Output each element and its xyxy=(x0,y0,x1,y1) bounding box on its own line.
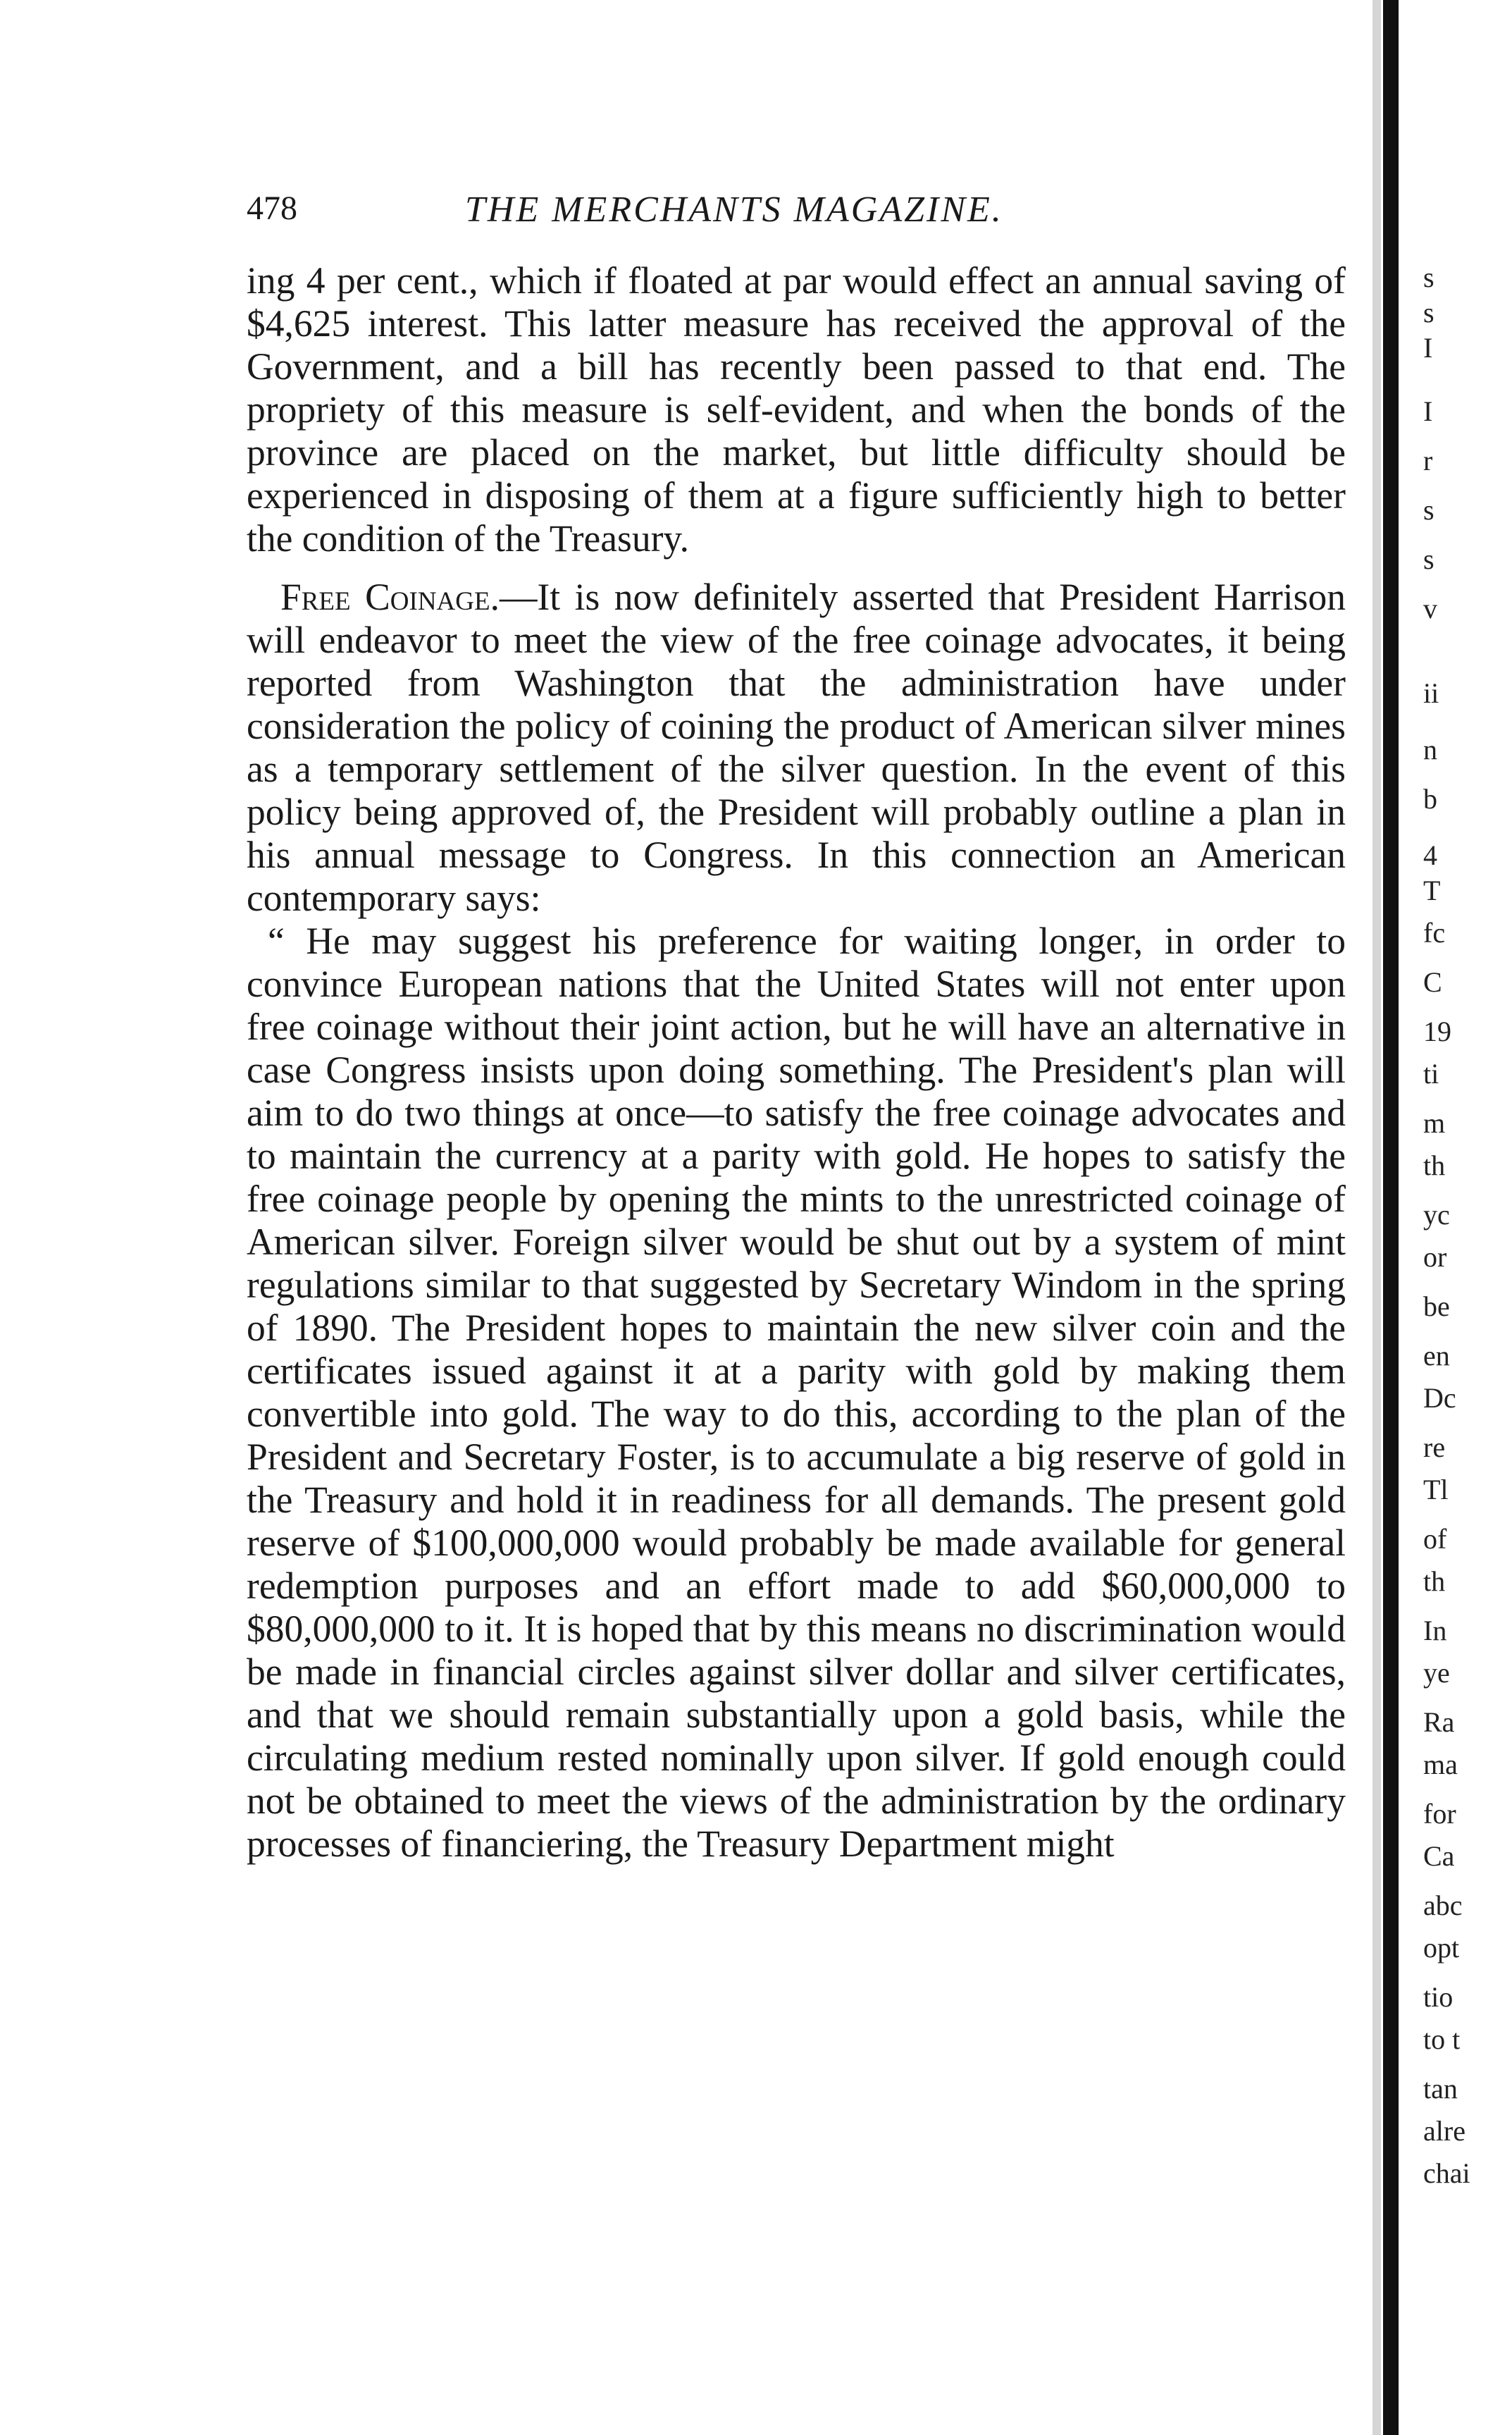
margin-fragment: ye xyxy=(1423,1657,1450,1689)
margin-fragment: 4 xyxy=(1423,839,1437,871)
margin-fragment: C xyxy=(1423,966,1442,998)
margin-fragment: to t xyxy=(1423,2023,1461,2055)
margin-fragment: yc xyxy=(1423,1199,1450,1231)
margin-fragment: alre xyxy=(1423,2115,1465,2147)
margin-fragment: Ca xyxy=(1423,1840,1455,1872)
margin-fragment: Dc xyxy=(1423,1382,1456,1414)
margin-fragment: opt xyxy=(1423,1932,1460,1964)
margin-fragment: th xyxy=(1423,1149,1446,1181)
margin-fragment: ti xyxy=(1423,1058,1439,1090)
adjacent-page-column xyxy=(1416,0,1512,2435)
paragraph-continuation: ing 4 per cent., which if floated at par would effect an annual saving of $4,625 interest. This latter measure has received the approval of the Government, and a bill has recently been passed to that end. The propriety of this measure is self-evident, and when the bonds of the province are placed on the market, but little difficulty should be experienced in disposing of them at a figure sufficiently high to better the condition of the Treasury. xyxy=(247,259,1346,560)
margin-fragment: s xyxy=(1423,261,1434,293)
margin-fragment: ma xyxy=(1423,1749,1458,1780)
margin-fragment: s xyxy=(1423,494,1434,526)
margin-fragment: en xyxy=(1423,1340,1450,1371)
margin-fragment: fc xyxy=(1423,917,1446,949)
margin-fragment: I xyxy=(1423,395,1433,427)
margin-fragment: re xyxy=(1423,1431,1446,1463)
margin-fragment: ii xyxy=(1423,677,1439,709)
margin-fragment: T xyxy=(1423,875,1441,906)
margin-fragment: of xyxy=(1423,1523,1447,1555)
margin-fragment: tio xyxy=(1423,1981,1454,2013)
margin-fragment: r xyxy=(1423,445,1433,476)
margin-fragment: m xyxy=(1423,1107,1446,1139)
margin-fragment: Tl xyxy=(1423,1474,1449,1505)
margin-fragment: chai xyxy=(1423,2157,1470,2189)
margin-fragment: th xyxy=(1423,1565,1446,1597)
running-head: THE MERCHANTS MAGAZINE. xyxy=(465,190,1003,230)
paragraph-text: —It is now definitely asserted that President Harrison will endeavor to meet the view of the free coinage advocates, it being reported from Washington that the administration have under consideration the policy of coining the product of American silver mines as a temporary settlement of the silver question. In the event of this policy being approved of, the President will probably outline a plan in his annual message to Congress. In this connection an American contemporary says: xyxy=(247,576,1346,919)
margin-fragment: v xyxy=(1423,593,1437,624)
page-number: 478 xyxy=(247,190,297,227)
margin-fragment: n xyxy=(1423,734,1437,765)
margin-fragment: b xyxy=(1423,783,1437,815)
paragraph-free-coinage xyxy=(247,576,1346,920)
margin-fragment: s xyxy=(1423,543,1434,575)
quoted-passage: “ He may suggest his preference for waiting longer, in order to convince European nations that the United States will not enter upon free coinage without their joint action, but he will have an alternative in case Congress insists upon doing something. The President's plan will aim to do two things at once—to satisfy the free coinage advocates and to maintain the currency at a parity with gold. He hopes to satisfy the free coinage people by opening the mints to the unrestricted coinage of American silver. Foreign silver would be shut out by a system of mint regulations similar to that suggested by Secretary Windom in the spring of 1890. The President hopes to maintain the new silver coin and the certificates issued against it at a parity with gold by making them convertible into gold. The way to do this, according to the plan of the President and Secretary Foster, is to accumulate a big reserve of gold in the Treasury and hold it in readiness for all demands. The present gold reserve of $100,000,000 would probably be made available for general redemption purposes and an effort made to add $60,000,000 to $80,000,000 to it. It is hoped that by this means no discrimination would be made in financial circles against silver dollar and silver certificates, and that we should remain substantially upon a gold basis, while the circulating medium rested nominally upon silver. If gold enough could not be obtained to meet the views of the administration by the ordinary processes of financiering, the Treasury Department might xyxy=(247,920,1346,1865)
page-header xyxy=(247,189,1346,245)
margin-fragment: s xyxy=(1423,297,1434,328)
scan-shadow xyxy=(1372,0,1381,2435)
margin-fragment: 19 xyxy=(1423,1016,1451,1047)
margin-fragment: I xyxy=(1423,332,1433,364)
margin-fragment: be xyxy=(1423,1290,1450,1322)
margin-fragment: for xyxy=(1423,1798,1456,1830)
article-body xyxy=(247,259,1346,1866)
margin-fragment: abc xyxy=(1423,1890,1463,1921)
margin-fragment: or xyxy=(1423,1241,1447,1273)
page-gutter-bar xyxy=(1383,0,1399,2435)
margin-fragment: In xyxy=(1423,1615,1447,1646)
margin-fragment: Ra xyxy=(1423,1706,1455,1738)
section-title: Free Coinage. xyxy=(280,576,500,618)
margin-fragment: tan xyxy=(1423,2073,1458,2104)
